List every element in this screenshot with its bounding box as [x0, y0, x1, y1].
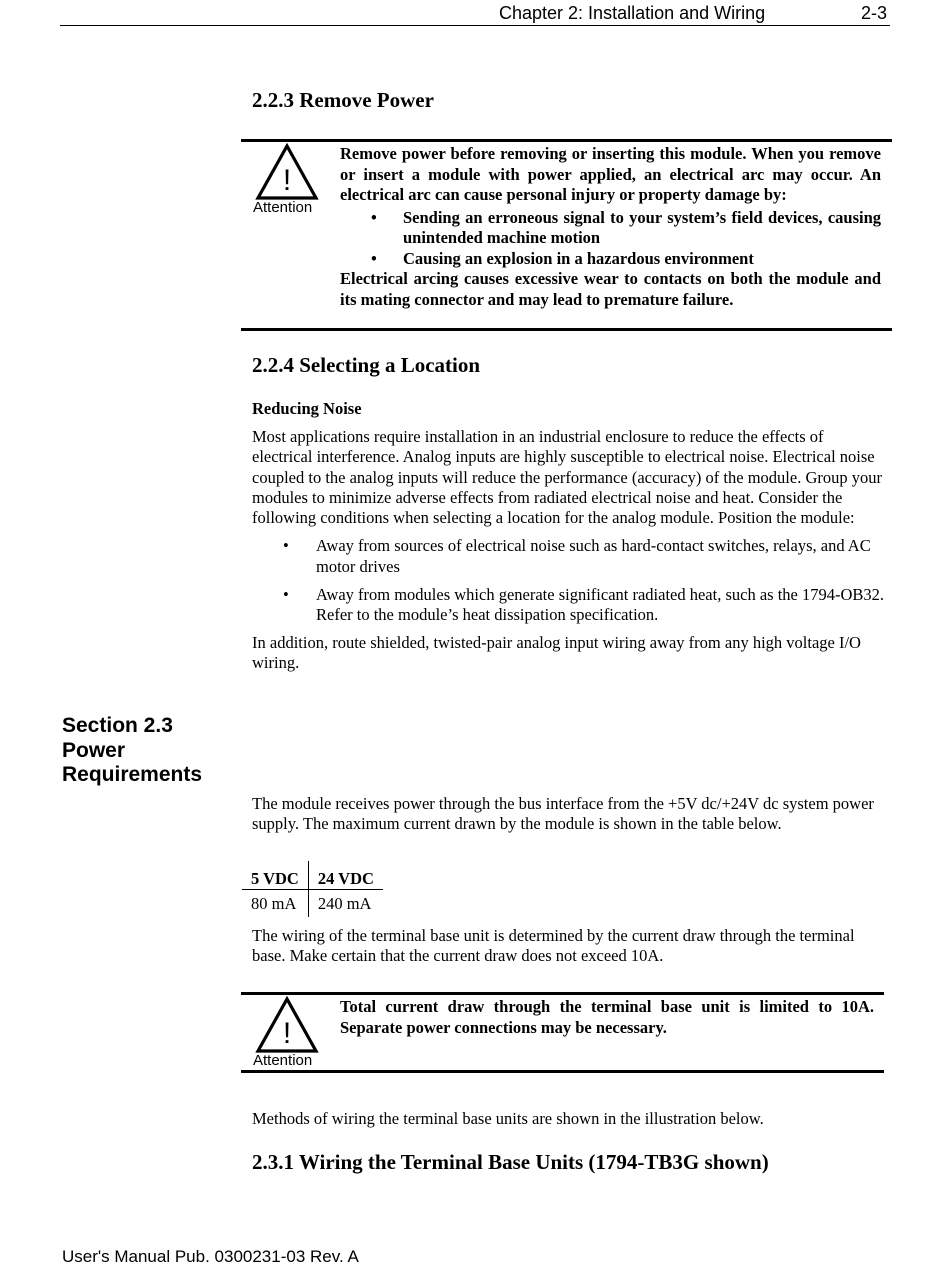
power-table-container — [242, 861, 383, 917]
bullet-item: • Away from modules which generate significant radiated heat, such as the 1794-OB32. Refer to the module’s heat dissipation specification. — [252, 585, 888, 626]
table-cell: 240 mA — [317, 893, 372, 913]
table-header-cell: 24 VDC — [308, 861, 383, 890]
attention-bullet: • Sending an erroneous signal to your system’s field devices, causing unintended machine motion — [403, 208, 881, 249]
attention-paragraph: Remove power before removing or inserting this module. When you remove or insert a module with power applied, an electrical arc may occur. An electrical arc can cause personal injury or property damage by: — [340, 144, 881, 204]
attention-text-1 — [340, 144, 881, 310]
attention-paragraph: Electrical arcing causes excessive wear to contacts on both the module and its mating connector and may lead to premature failure. — [340, 269, 881, 309]
section-title-2-3 — [62, 714, 202, 788]
paragraph: Most applications require installation in an industrial enclosure to reduce the effects of electrical interference. Analog inputs are highly susceptible to electrical noise. Electrical noise coupled to the analog inputs will reduce the performance (accuracy) of the module. Group your modules to minimize adverse effects from radiated electrical noise and heat. Consider the following conditions when selecting a location for the analog module. Position the module: — [252, 427, 882, 528]
attention-bullet: • Causing an explosion in a hazardous environment — [403, 249, 881, 270]
heading-2-2-4: 2.2.4 Selecting a Location — [252, 353, 481, 377]
power-intro-paragraph: The module receives power through the bus interface from the +5V dc/+24V dc system power supply. The maximum current drawn by the module is shown in the table below. — [252, 794, 874, 834]
attention-label: Attention — [253, 199, 313, 216]
body-block-location — [252, 427, 888, 673]
attention-bullet-list — [340, 208, 881, 270]
running-header-chapter: Chapter 2: Installation and Wiring — [499, 3, 766, 23]
warning-triangle-icon — [255, 996, 319, 1054]
header-rule — [60, 25, 890, 26]
svg-text:!: ! — [282, 1017, 292, 1050]
page-footer: User's Manual Pub. 0300231-03 Rev. A — [62, 1247, 359, 1266]
paragraph: In addition, route shielded, twisted-pair analog input wiring away from any high voltage I/O wiring. — [252, 632, 861, 672]
methods-paragraph: Methods of wiring the terminal base units are shown in the illustration below. — [252, 1109, 764, 1128]
subheading-reducing-noise: Reducing Noise — [252, 399, 362, 418]
section-title-line: Section 2.3 — [62, 714, 173, 737]
page-number: 2-3 — [861, 3, 888, 23]
power-table — [242, 861, 383, 917]
attention-bottom-rule — [241, 328, 892, 331]
bullet-item: • Away from sources of electrical noise such as hard-contact switches, relays, and AC motor drives — [252, 536, 888, 577]
heading-2-2-3: 2.2.3 Remove Power — [252, 88, 434, 112]
svg-text:!: ! — [282, 164, 292, 197]
section-title-line: Power — [62, 738, 126, 762]
table-header-cell: 5 VDC — [242, 861, 308, 890]
attention-label: Attention — [253, 1052, 313, 1069]
section-title-line: Requirements — [62, 763, 203, 786]
heading-2-3-1: 2.3.1 Wiring the Terminal Base Units (1794-TB3G shown) — [252, 1150, 769, 1174]
attention-bottom-rule — [241, 1070, 884, 1073]
attention-top-rule — [241, 139, 892, 142]
attention-block-1 — [251, 143, 321, 216]
bullet-list — [252, 536, 888, 625]
attention-block-2 — [251, 996, 321, 1069]
table-cell: 80 mA — [242, 890, 308, 918]
wiring-paragraph: The wiring of the terminal base unit is determined by the current draw through the terminal base. Make certain that the current draw does not exceed 10A. — [252, 926, 855, 966]
attention-top-rule — [241, 992, 884, 995]
warning-triangle-icon — [255, 143, 319, 201]
attention-text-2: Total current draw through the terminal base unit is limited to 10A. Separate power connections may be necessary. — [340, 997, 874, 1037]
